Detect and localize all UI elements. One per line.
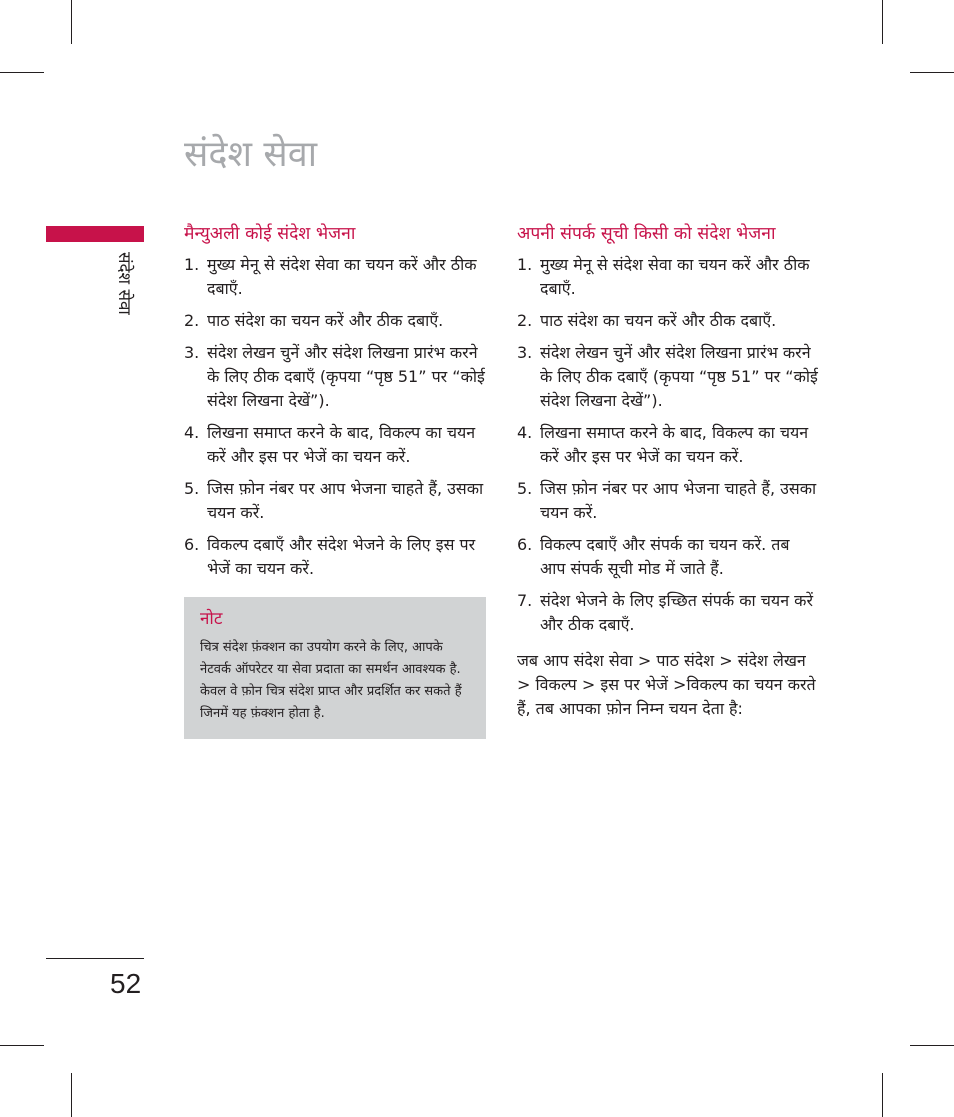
right-heading: अपनी संपर्क सूची किसी को संदेश भेजना: [517, 224, 776, 244]
step-number: 6.: [184, 535, 200, 554]
list-item: [184, 421, 486, 469]
section-side-label: संदेश सेवा: [114, 252, 134, 315]
page-title: संदेश सेवा: [184, 134, 318, 175]
step-number: 2.: [184, 311, 200, 330]
crop-mark: [910, 1045, 954, 1046]
crop-mark: [0, 1045, 44, 1046]
right-steps: [517, 253, 819, 637]
crop-mark: [882, 0, 883, 44]
step-text: मुख्य मेनू से संदेश सेवा का चयन करें और ठीक दबाएँ.: [207, 255, 477, 298]
footer-rule: [46, 958, 144, 959]
step-number: 1.: [517, 255, 533, 274]
section-tab-bar: [46, 226, 144, 242]
page-number: 52: [110, 968, 142, 999]
left-steps: [184, 253, 486, 581]
step-text: लिखना समाप्त करने के बाद, विकल्प का चयन करें और इस पर भेजें का चयन करें.: [540, 423, 809, 466]
list-item: [517, 341, 819, 413]
step-text: संदेश लेखन चुनें और संदेश लिखना प्रारंभ करने के लिए ठीक दबाएँ (कृपया “पृष्ठ 51” पर “कोई संदेश लिखना देखें”).: [207, 343, 485, 410]
list-item: [517, 421, 819, 469]
list-item: [184, 253, 486, 301]
crop-mark: [71, 0, 72, 44]
step-text: पाठ संदेश का चयन करें और ठीक दबाएँ.: [540, 311, 777, 330]
list-item: [184, 341, 486, 413]
list-item: [517, 253, 819, 301]
step-number: 2.: [517, 311, 533, 330]
step-text: जिस फ़ोन नंबर पर आप भेजना चाहते हैं, उसका चयन करें.: [207, 479, 484, 522]
step-number: 1.: [184, 255, 200, 274]
step-number: 4.: [184, 423, 200, 442]
step-text: संदेश लेखन चुनें और संदेश लिखना प्रारंभ करने के लिए ठीक दबाएँ (कृपया “पृष्ठ 51” पर “कोई संदेश लिखना देखें”).: [540, 343, 818, 410]
left-heading: मैन्युअली कोई संदेश भेजना: [184, 224, 356, 244]
step-text: पाठ संदेश का चयन करें और ठीक दबाएँ.: [207, 311, 444, 330]
step-text: मुख्य मेनू से संदेश सेवा का चयन करें और ठीक दबाएँ.: [540, 255, 810, 298]
list-item: [517, 589, 819, 637]
list-item: [517, 533, 819, 581]
step-number: 6.: [517, 535, 533, 554]
step-number: 5.: [517, 479, 533, 498]
step-text: लिखना समाप्त करने के बाद, विकल्प का चयन करें और इस पर भेजें का चयन करें.: [207, 423, 476, 466]
left-column: [184, 222, 486, 739]
crop-mark: [882, 1073, 883, 1117]
step-text: संदेश भेजने के लिए इच्छित संपर्क का चयन करें और ठीक दबाएँ.: [540, 591, 814, 634]
list-item: [184, 309, 486, 333]
list-item: [184, 477, 486, 525]
crop-mark: [71, 1073, 72, 1117]
crop-mark: [910, 72, 954, 73]
closing-paragraph: जब आप संदेश सेवा > पाठ संदेश > संदेश लेखन > विकल्प > इस पर भेजें >विकल्प का चयन करते हैं, तब आपका फ़ोन निम्न चयन देता है:: [517, 651, 816, 718]
step-text: जिस फ़ोन नंबर पर आप भेजना चाहते हैं, उसका चयन करें.: [540, 479, 817, 522]
list-item: [517, 477, 819, 525]
note-body: चित्र संदेश फ़ंक्शन का उपयोग करने के लिए, आपके नेटवर्क ऑपरेटर या सेवा प्रदाता का समर्थन आवश्यक है. केवल वे फ़ोन चित्र संदेश प्राप्त और प्रदर्शित कर सकते हैं जिनमें यह फ़ंक्शन होता है.: [200, 640, 462, 721]
right-column: [517, 222, 819, 721]
crop-mark: [0, 72, 44, 73]
step-number: 4.: [517, 423, 533, 442]
step-number: 7.: [517, 591, 533, 610]
list-item: [517, 309, 819, 333]
note-box: [184, 597, 486, 739]
step-number: 5.: [184, 479, 200, 498]
list-item: [184, 533, 486, 581]
note-title: नोट: [200, 609, 223, 629]
step-number: 3.: [184, 343, 200, 362]
step-number: 3.: [517, 343, 533, 362]
step-text: विकल्प दबाएँ और संपर्क का चयन करें. तब आप संपर्क सूची मोड में जाते हैं.: [540, 535, 790, 578]
step-text: विकल्प दबाएँ और संदेश भेजने के लिए इस पर भेजें का चयन करें.: [207, 535, 476, 578]
